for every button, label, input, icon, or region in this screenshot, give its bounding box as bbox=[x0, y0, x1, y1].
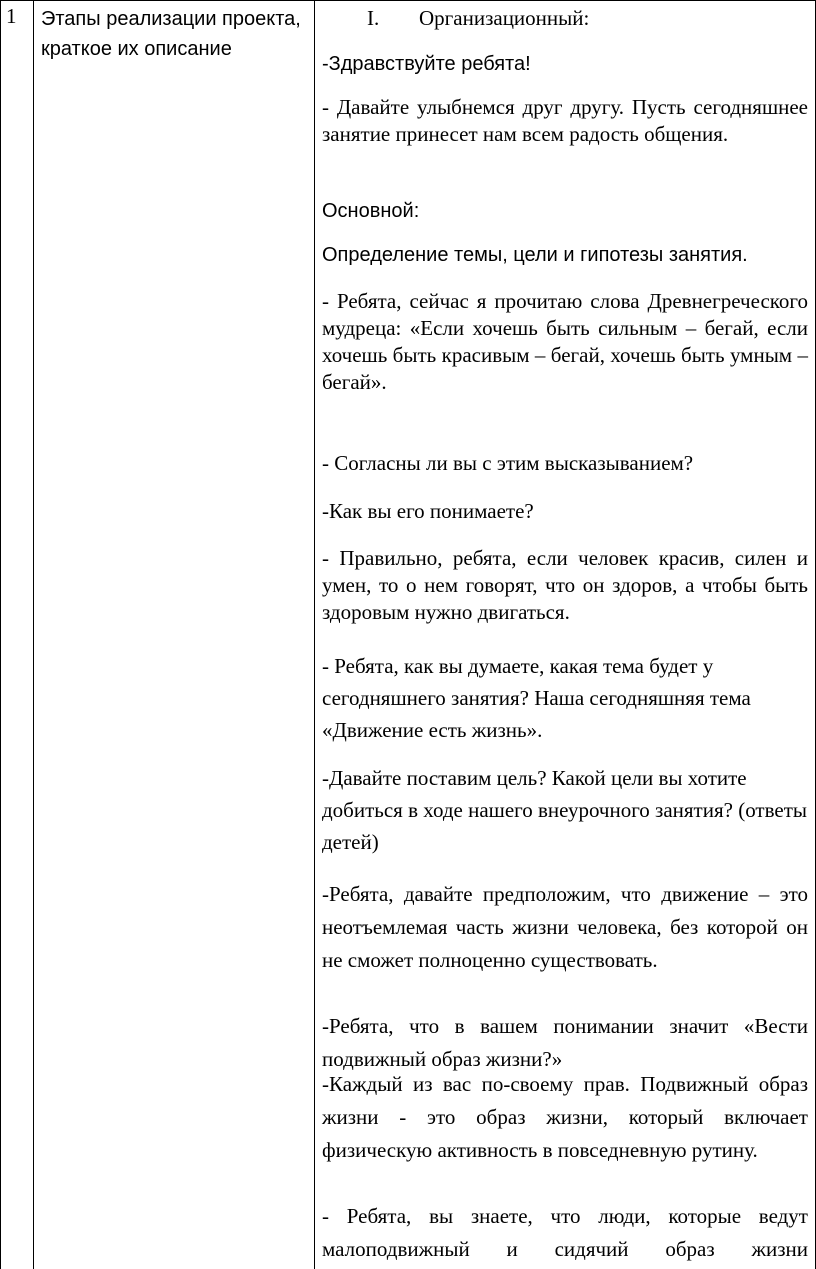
lifestyle-question-paragraph: -Ребята, что в вашем понимании значит «Вести подвижный образ жизни?» bbox=[322, 1014, 808, 1071]
stage-title: Организационный: bbox=[419, 6, 590, 30]
row-label: Этапы реализации проекта, краткое их описание bbox=[41, 8, 301, 60]
correct-paragraph: - Правильно, ребята, если человек красив, силен и умен, то о нем говорят, что он здоров, а чтобы быть здоровым нужно двигаться. bbox=[322, 546, 808, 624]
understand-paragraph: -Как вы его понимаете? bbox=[322, 499, 534, 523]
table-border-left bbox=[0, 0, 1, 1269]
lifestyle-answer-paragraph: -Каждый из вас по-своему прав. Подвижный образ жизни - это образ жизни, который включает физическую активность в повседневную рутину. bbox=[322, 1072, 808, 1162]
main-heading: Основной: bbox=[322, 200, 420, 222]
column-divider-2 bbox=[314, 0, 315, 1269]
smile-paragraph: - Давайте улыбнемся друг другу. Пусть сегодняшнее занятие принесет нам всем радость общения. bbox=[322, 95, 808, 146]
goal-paragraph: -Давайте поставим цель? Какой цели вы хотите добиться в ходе нашего внеурочного занятия? (ответы детей) bbox=[322, 766, 807, 854]
agree-paragraph: - Согласны ли вы с этим высказыванием? bbox=[322, 451, 694, 475]
column-divider-1 bbox=[33, 0, 34, 1269]
topic-paragraph: - Ребята, как вы думаете, какая тема будет у сегодняшнего занятия? Наша сегодняшняя тема «Движение есть жизнь». bbox=[322, 654, 751, 742]
row-number: 1 bbox=[6, 4, 17, 28]
sedentary-paragraph: - Ребята, вы знаете, что люди, которые ведут малоподвижный и сидячий образ жизни bbox=[322, 1204, 808, 1261]
definition-paragraph: Определение темы, цели и гипотезы занятия. bbox=[322, 244, 748, 266]
stage-numeral: I. bbox=[367, 6, 380, 30]
table-border-top bbox=[0, 0, 816, 1]
hypothesis-paragraph: -Ребята, давайте предположим, что движение – это неотъемлемая часть жизни человека, без которой он не сможет полноценно существовать. bbox=[322, 882, 808, 972]
greeting-paragraph: -Здравствуйте ребята! bbox=[322, 53, 531, 75]
quote-paragraph: - Ребята, сейчас я прочитаю слова Древнегреческого мудреца: «Если хочешь быть сильным – бегай, если хочешь быть красивым – бегай, хочешь быть умным – бегай». bbox=[322, 289, 808, 394]
